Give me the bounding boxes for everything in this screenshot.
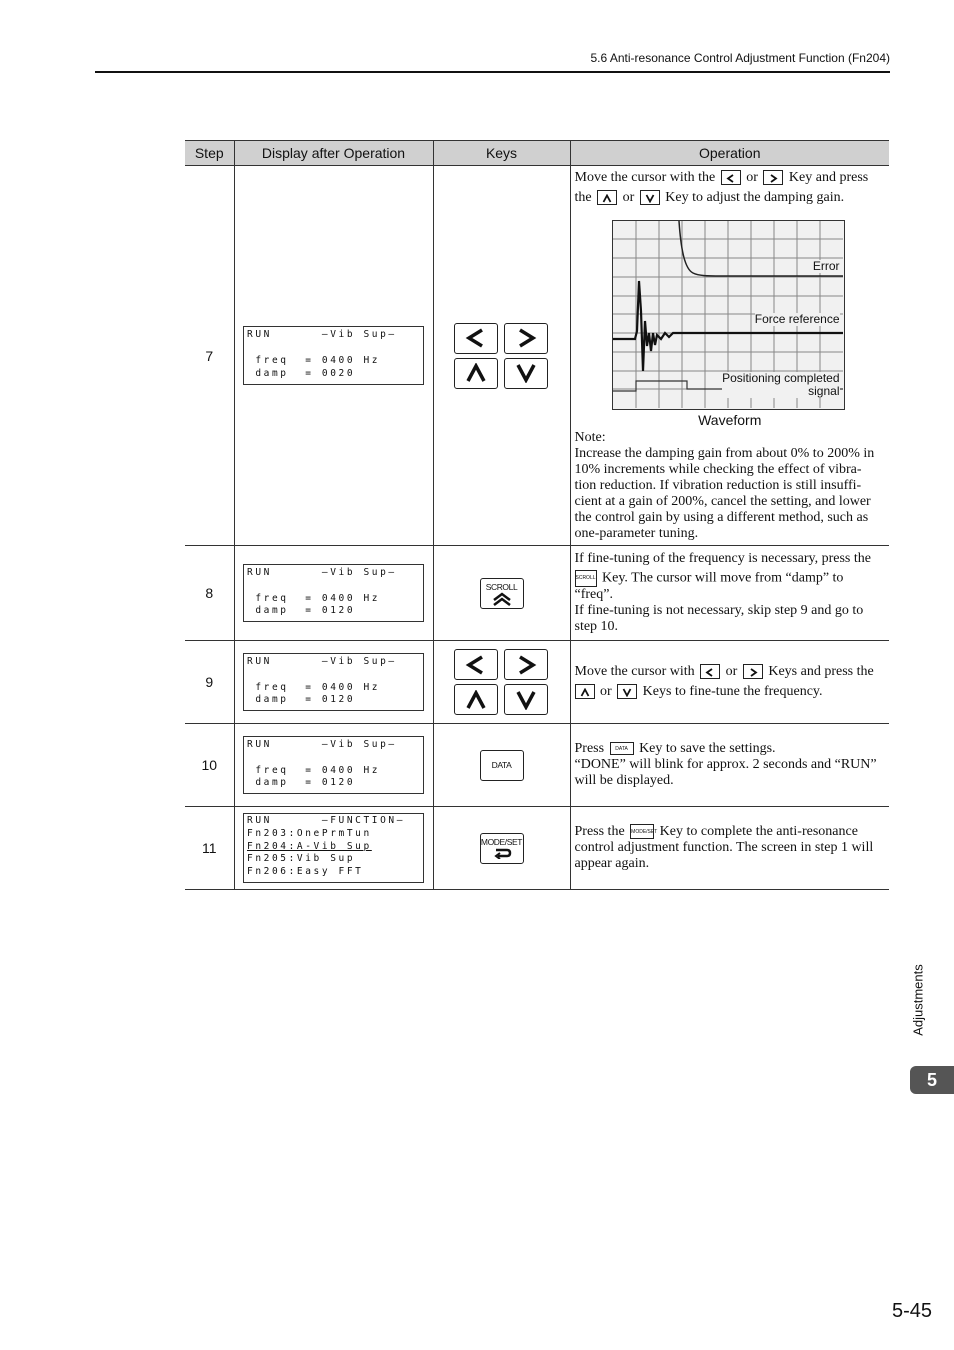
column-header: Operation <box>570 141 889 166</box>
force-reference-label: Force reference <box>754 312 840 326</box>
up-key-icon <box>575 684 595 699</box>
section-title: 5.6 Anti-resonance Control Adjustment Function (Fn204) <box>590 51 890 65</box>
lcd-display: RUN —Vib Sup— freq = 0400 Hz damp = 0120 <box>243 653 424 711</box>
chapter-tab-label: Adjustments <box>910 964 926 1036</box>
page-number: 5-45 <box>891 1300 932 1322</box>
keys-cell <box>433 641 570 724</box>
data-key[interactable]: DATA <box>480 750 524 781</box>
note-line: 10% increments while checking the effect of vibra- <box>574 462 862 477</box>
waveform-caption: Waveform <box>698 412 762 428</box>
display-cell <box>234 641 433 724</box>
operation-cell: Press the MODE/SET Key to complete the anti-resonance control adjustment function. The screen in step 1 will appear again. <box>570 807 889 890</box>
left-key[interactable] <box>454 323 498 354</box>
operation-cell: Press DATA Key to save the settings. “DONE” will blink for approx. 2 seconds and “RUN” will be displayed. <box>570 724 889 807</box>
note-line: tion reduction. If vibration reduction is still insuffi- <box>574 478 862 493</box>
operation-cell: Move the cursor with or Keys and press the or Keys to fine-tune the frequency. <box>570 641 889 724</box>
scroll-double-chevron-icon <box>491 592 513 606</box>
chevron-down-icon <box>514 690 538 710</box>
mode-set-key-icon: MODE/SET <box>630 824 654 839</box>
chevron-right-icon <box>514 328 538 348</box>
table-header-row <box>185 141 889 166</box>
waveform-plot <box>612 220 845 410</box>
positioning-label: Positioning completed signal <box>722 371 840 398</box>
table-row <box>185 641 889 724</box>
down-key[interactable] <box>504 684 548 715</box>
table-row <box>185 166 889 546</box>
right-key[interactable] <box>504 323 548 354</box>
chapter-number-tab: 5 <box>910 1066 954 1094</box>
keys-cell <box>433 546 570 641</box>
mode-set-key[interactable]: MODE/SET <box>480 833 524 864</box>
right-key-icon <box>743 664 763 679</box>
note-line: Increase the damping gain from about 0% to 200% in <box>574 446 875 461</box>
table-row <box>185 546 889 641</box>
column-header: Keys <box>433 141 570 166</box>
display-cell <box>234 166 433 546</box>
up-key[interactable] <box>454 358 498 389</box>
scroll-key[interactable]: SCROLL <box>480 578 524 609</box>
lcd-display: RUN —Vib Sup— freq = 0400 Hz damp = 0120 <box>243 564 424 622</box>
display-cell <box>234 724 433 807</box>
left-key-icon <box>721 170 741 185</box>
down-key[interactable] <box>504 358 548 389</box>
keys-cell <box>433 724 570 807</box>
table-row <box>185 724 889 807</box>
step-number: 10 <box>185 724 234 807</box>
note-line: one-parameter tuning. <box>574 526 699 541</box>
operation-cell: If fine-tuning of the frequency is necessary, press the SCROLL Key. The cursor will move from “damp” to “freq”. If fine-tuning is not necessary, skip step 9 and go to step 10. <box>570 546 889 641</box>
up-key-icon <box>597 190 617 205</box>
chevron-up-icon <box>464 363 488 383</box>
step-number: 7 <box>185 166 234 546</box>
up-key[interactable] <box>454 684 498 715</box>
lcd-display: RUN —Vib Sup— freq = 0400 Hz damp = 0120 <box>243 736 424 794</box>
keys-cell <box>433 807 570 890</box>
note-line: cient at a gain of 200%, cancel the setting, and lower <box>574 494 871 509</box>
left-key-icon <box>700 664 720 679</box>
step-number: 11 <box>185 807 234 890</box>
down-key-icon <box>617 684 637 699</box>
scroll-key-icon: SCROLL <box>575 570 597 587</box>
column-header: Step <box>185 141 234 166</box>
table-row <box>185 807 889 890</box>
column-header: Display after Operation <box>234 141 433 166</box>
chevron-down-icon <box>514 363 538 383</box>
left-key[interactable] <box>454 649 498 680</box>
down-key-icon <box>640 190 660 205</box>
chevron-up-icon <box>464 690 488 710</box>
lcd-display: RUN —FUNCTION— Fn203:OnePrmTun Fn204:A-Vib Sup Fn205:Vib Sup Fn206:Easy FFT <box>243 813 424 883</box>
right-key-icon <box>763 170 783 185</box>
page-header <box>95 51 890 73</box>
note-line: the control gain by using a different method, such as <box>574 510 869 525</box>
lcd-display: RUN —Vib Sup— freq = 0400 Hz damp = 0020 <box>243 326 424 384</box>
procedure-table <box>185 140 889 890</box>
keys-cell <box>433 166 570 546</box>
right-key[interactable] <box>504 649 548 680</box>
chevron-left-icon <box>464 328 488 348</box>
display-cell <box>234 807 433 890</box>
chevron-right-icon <box>514 655 538 675</box>
operation-cell: Move the cursor with the or Key and press the or Key to adjust the damping gain. Error Force reference Positioning completed signal Waveform Note: Increase the damping gain from about 0% to 200% in 10% increments while checking the effect of vibra- tion reduction. If vibration reduction is still insuffi- cient at a gain of 200%, cancel the setting, and lower the control gain by using a different method, such as one-parameter tuning. <box>570 166 889 546</box>
error-label: Error <box>812 259 840 273</box>
return-arrow-icon <box>492 847 512 859</box>
display-cell <box>234 546 433 641</box>
data-key-icon: DATA <box>610 742 634 755</box>
note-title: Note: <box>574 430 606 445</box>
chevron-left-icon <box>464 655 488 675</box>
step-number: 8 <box>185 546 234 641</box>
step-number: 9 <box>185 641 234 724</box>
